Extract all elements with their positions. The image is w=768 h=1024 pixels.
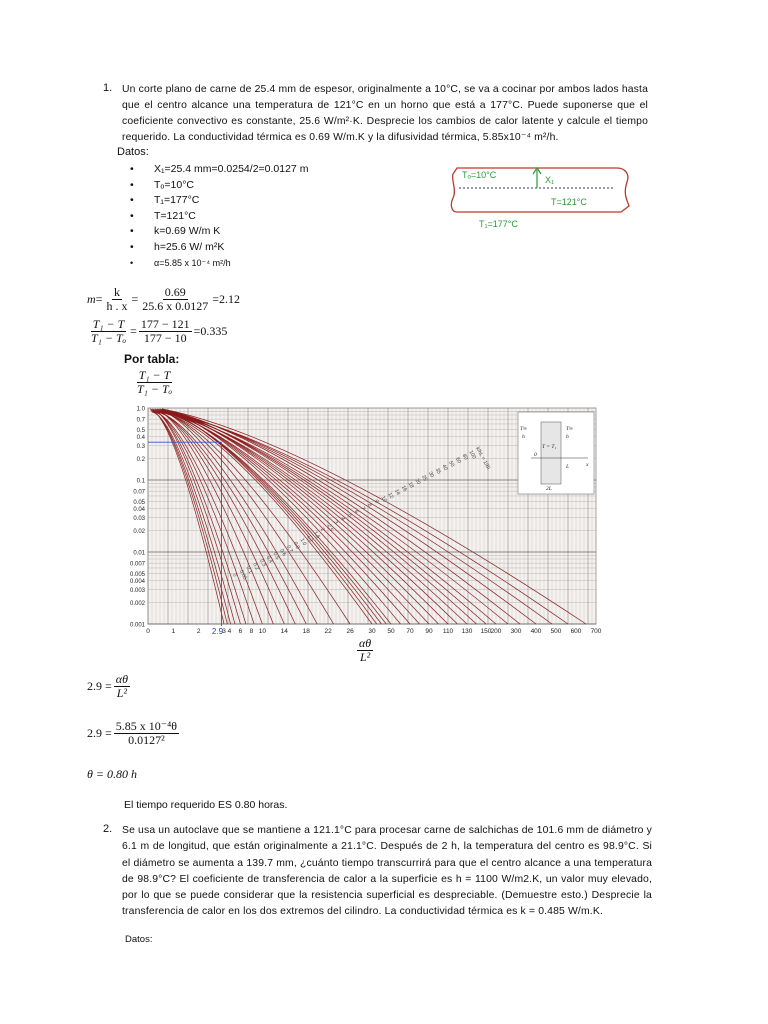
curve-label: 2 xyxy=(318,526,326,533)
curve-label: 25 xyxy=(420,474,429,483)
x-tick-label: 300 xyxy=(510,628,522,635)
y-tick-label: 0.005 xyxy=(129,572,145,579)
dato-item: • k=0.69 W/m K xyxy=(130,224,308,240)
problem-1-number: 1. xyxy=(103,82,113,94)
eq-m-result: =2.12 xyxy=(212,292,241,306)
curve-label: 7 xyxy=(359,505,367,512)
curve-label: 8 xyxy=(366,502,373,508)
y-tick-label: 0.1 xyxy=(136,478,145,485)
y-tick-label: 0.05 xyxy=(133,500,145,507)
curve-label: 0 xyxy=(230,572,238,578)
curve-label: 6 xyxy=(352,509,360,515)
eq-m-frac1-den: h . x xyxy=(106,299,128,313)
curve-label: 14 xyxy=(393,488,402,497)
sketch-t-label: T=121°C xyxy=(551,197,587,207)
eq-ratio-frac2-num: 177 − 121 xyxy=(140,317,190,331)
x-tick-label: 18 xyxy=(302,628,310,635)
x-tick-label: 8 xyxy=(249,628,254,635)
chart-ylabel-den: T₁ − Tₒ xyxy=(137,382,173,396)
x-tick-label: 6 xyxy=(238,628,243,635)
highlight-x-label: 2.9 xyxy=(211,627,224,636)
curve-label: 9 xyxy=(372,498,380,505)
x-tick-label: 1 xyxy=(171,628,176,635)
curve-label: 35 xyxy=(433,467,442,476)
y-tick-label: 0.004 xyxy=(129,579,145,586)
chart-inset xyxy=(518,412,594,494)
y-tick-label: 0.002 xyxy=(129,600,145,607)
curve-label: 5 xyxy=(345,512,353,519)
equation-c: θ = 0.80 h xyxy=(87,767,137,781)
y-tick-label: 1.0 xyxy=(136,406,145,413)
y-tick-label: 0.003 xyxy=(129,588,145,595)
eq-b-num: 5.85 x 10⁻⁴θ xyxy=(115,719,178,733)
curve-label: 12 xyxy=(386,491,395,500)
x-tick-label: 70 xyxy=(406,628,414,635)
curve-label: 1.5 xyxy=(312,530,321,540)
curve-label: 1.2 xyxy=(305,533,315,544)
y-tick-label: 0.007 xyxy=(129,561,145,568)
x-tick-label: 10 xyxy=(258,628,266,635)
curve-label: 10 xyxy=(379,495,388,504)
chart-xlabel-num: αθ xyxy=(359,636,372,650)
x-tick-label: 14 xyxy=(280,628,288,635)
curve-label: 60 xyxy=(453,456,462,465)
chart-ylabel-num: T₁ − T xyxy=(138,368,171,382)
eq-ratio-frac2-den: 177 − 10 xyxy=(143,331,187,345)
x-tick-label: 4 xyxy=(227,628,232,635)
eq-a-den: L² xyxy=(116,686,128,700)
chart-y-tick-labels xyxy=(130,407,146,629)
curve-label: 4 xyxy=(339,516,346,522)
inset-label: x xyxy=(586,462,589,468)
dato-item: • X₁=25.4 mm=0.0254/2=0.0127 m xyxy=(130,162,308,178)
y-tick-label: 0.01 xyxy=(133,550,145,557)
curve-label: 40 xyxy=(440,463,449,472)
dato-item: • T=121°C xyxy=(130,209,308,225)
y-tick-label: 0.2 xyxy=(136,456,145,463)
curve-label: 16 xyxy=(399,484,408,493)
y-tick-label: 0.04 xyxy=(133,507,145,514)
curve-label: 50 xyxy=(447,460,456,469)
x-tick-label: 0 xyxy=(146,628,150,635)
chart-ylabel xyxy=(133,369,176,396)
problem-2-number: 2. xyxy=(103,823,113,835)
problem-2-statement: Se usa un autoclave que se mantiene a 121.1°C para procesar carne de salchichas de 101.6 mm de diámetro y 6.1 m de longitud, que están originalmente a 21.1°C. Después de 2 h, la temperatura del centro es 98.9°C. Si el diámetro se aumenta a 139.7 mm, ¿cuánto tiempo transcurrirá para que el centro alcance a una temperatura de 98.9°C? El coeficiente de transferencia de calor a la superficie es h = 1100 W/m2.K, un valor muy elevado, por lo que se puede considerar que la resistencia superficial es despreciable. (Demuestre esto.) Desprecie la transferencia de calor en los dos extremos del cilindro. La conductividad térmica es k = 0.485 W/m.K. xyxy=(122,825,652,918)
curve-label: 0.05 xyxy=(237,569,248,581)
eq-ratio-result: =0.335 xyxy=(193,324,228,338)
x-tick-label: 90 xyxy=(425,628,433,635)
datos-heading: Datos: xyxy=(117,146,149,158)
eq-m-lhs: m xyxy=(87,292,96,306)
eq-m-frac2-den: 25.6 x 0.0127 xyxy=(142,299,209,313)
eq-ratio-frac1-den: T₁ − Tₒ xyxy=(91,331,127,345)
heisler-chart xyxy=(118,400,608,645)
conclusion: El tiempo requerido ES 0.80 horas. xyxy=(124,799,288,811)
curve-label: 100 xyxy=(467,449,477,461)
curve-label: 0.6 xyxy=(278,548,287,558)
y-tick-label: 0.001 xyxy=(129,622,145,629)
sketch-t0-label: Tₒ=10°C xyxy=(462,170,497,180)
problem-2-datos-heading: Datos: xyxy=(125,934,153,945)
x-tick-label: 30 xyxy=(368,628,376,635)
problem-1-statement: Un corte plano de carne de 25.4 mm de espesor, originalmente a 10°C, se va a cocinar por ambos lados hasta que el centro alcance una temperatura de 121°C en un horno que está a 177°C. Puede suponerse que el coeficiente convectivo es constante, 25.6 W/m²·K. Desprecie los cambios de calor latente y calcule el tiempo requerido. La conductividad térmica es 0.69 W/m.K y la difusividad térmica, 5.85x10⁻⁴ m²/h. xyxy=(122,84,648,143)
equation-b xyxy=(87,720,181,747)
equation-a xyxy=(87,673,132,700)
dato-item: • Tₒ=10°C xyxy=(130,178,308,194)
eq-b-lhs: 2.9 = xyxy=(87,726,112,740)
curve-label: 2.5 xyxy=(325,523,335,533)
curve-label: 0.5 xyxy=(271,551,281,561)
inset-label: T = T₁ xyxy=(542,444,557,450)
x-tick-label: 500 xyxy=(550,628,562,635)
chart-xlabel xyxy=(355,637,375,664)
y-tick-label: 0.03 xyxy=(133,516,145,523)
y-tick-label: 0.02 xyxy=(133,528,145,535)
curve-label: 0.7 xyxy=(285,544,294,554)
curve-label: 0.8 xyxy=(291,540,301,551)
eq-a-lhs: 2.9 = xyxy=(87,679,112,693)
y-tick-label: 0.4 xyxy=(136,435,145,442)
x-tick-label: 200 xyxy=(490,628,502,635)
y-tick-label: 0.7 xyxy=(136,417,145,424)
curve-label: 0.4 xyxy=(264,555,274,565)
y-tick-label: 0.5 xyxy=(136,428,145,435)
inset-label: 0 xyxy=(534,452,537,458)
x-tick-label: 150 xyxy=(480,628,492,635)
x-tick-label: 130 xyxy=(461,628,473,635)
x-tick-label: 700 xyxy=(590,628,602,635)
x-tick-label: 110 xyxy=(442,628,454,635)
equation-m: m = $\frac{k}{h . x}$ = $\frac{0.69}{25.6 x 0.0127}$ =2.12 xyxy=(87,285,241,313)
curve-label: 0.3 xyxy=(258,558,267,568)
eq-m-frac2-num: 0.69 xyxy=(164,285,186,299)
x-tick-label: 3 xyxy=(222,628,226,635)
inset-slab xyxy=(541,422,561,484)
curve-label: 20 xyxy=(413,477,422,486)
datos-list xyxy=(130,162,308,271)
curve-label: 80 xyxy=(460,453,469,462)
dato-item: • α=5.85 x 10⁻⁴ m²/h xyxy=(130,256,308,272)
eq-b-den: 0.0127² xyxy=(128,733,165,747)
equation-ratio: $\frac{\text{T₁ − T}}{\text{T₁ − Tₒ}}$ = $\frac{177 - 121}{177 - 10}$ =0.335 xyxy=(91,317,228,345)
curve-label: k/hL = 1/Bi xyxy=(474,446,492,471)
dato-item: • T₁=177°C xyxy=(130,193,308,209)
dato-item: • h=25.6 W/ m²K xyxy=(130,240,308,256)
curve-label: 0.2 xyxy=(251,562,260,572)
curve-label: 18 xyxy=(406,481,415,490)
x-tick-label: 2 xyxy=(196,628,201,635)
x-tick-label: 50 xyxy=(387,628,395,635)
eq-m-frac1-num: k xyxy=(113,285,120,299)
eq-a-num: αθ xyxy=(115,672,128,686)
x-tick-label: 26 xyxy=(346,628,354,635)
x-tick-label: 400 xyxy=(530,628,542,635)
x-tick-label: 22 xyxy=(324,628,332,635)
inset-label: h xyxy=(522,434,525,440)
inset-label: T∞ xyxy=(566,426,573,432)
y-tick-label: 0.07 xyxy=(133,489,145,496)
inset-label: T∞ xyxy=(520,426,527,432)
curve-label: 1.0 xyxy=(298,537,308,547)
sketch-x1-label: X₁ xyxy=(545,175,555,185)
x-tick-label: 600 xyxy=(570,628,582,635)
inset-label: 2L xyxy=(546,486,552,492)
chart-xlabel-den: L² xyxy=(359,650,371,664)
curve-label: 3 xyxy=(332,519,339,526)
inset-label: L xyxy=(566,464,570,470)
curve-label: 30 xyxy=(426,470,435,479)
sketch-t1-label: T₁=177°C xyxy=(479,219,518,229)
y-tick-label: 0.3 xyxy=(136,444,145,451)
curve-label: 0.1 xyxy=(244,565,254,575)
por-tabla-heading: Por tabla: xyxy=(124,352,180,366)
eq-ratio-frac1-num: T₁ − T xyxy=(92,317,125,331)
inset-label: h xyxy=(566,434,569,440)
